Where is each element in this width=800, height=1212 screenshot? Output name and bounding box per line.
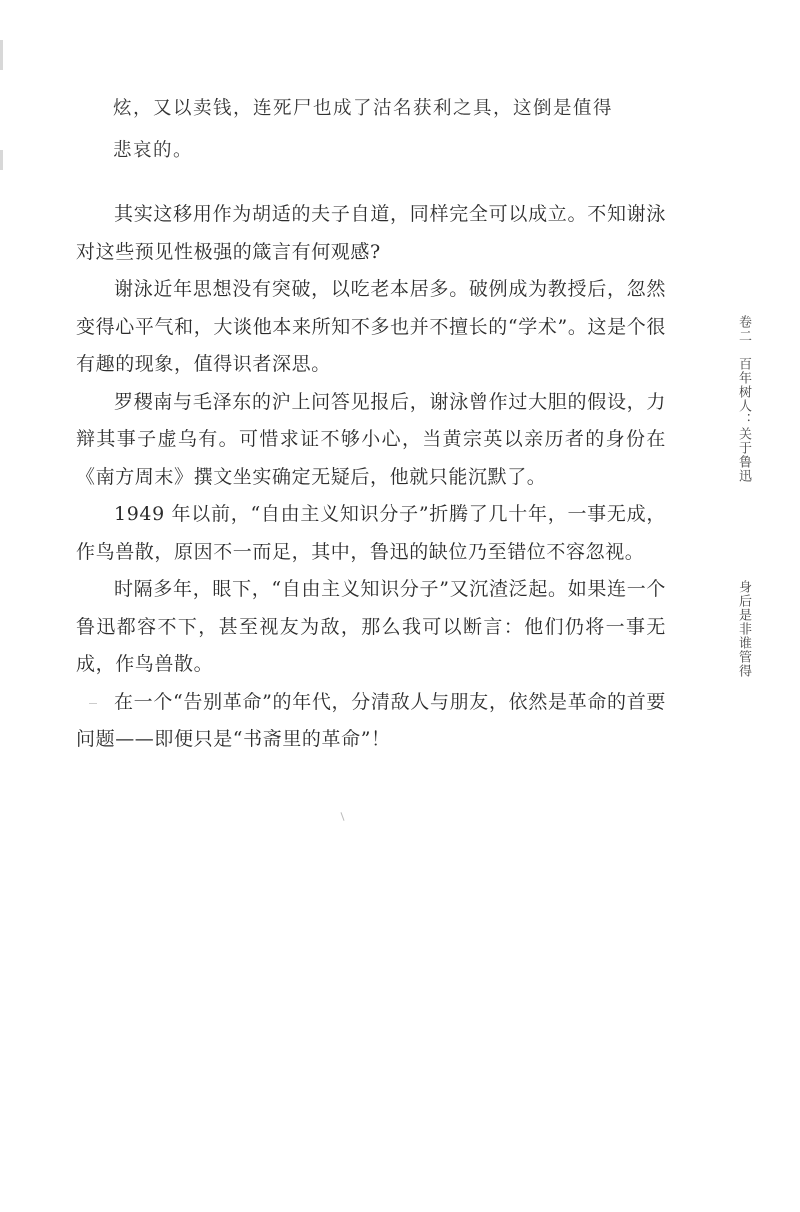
quote-line-1: 炫，又以卖钱，连死尸也成了沽名获利之具，这倒是值得 <box>113 98 614 119</box>
quoted-passage <box>113 88 673 172</box>
running-head-chapter: 身后是非谁管得 <box>736 580 751 678</box>
quote-line-2: 悲哀的。 <box>113 140 194 161</box>
page-edge-mark <box>0 40 3 70</box>
print-speck <box>340 812 344 821</box>
paragraph: 1949 年以前，“自由主义知识分子”折腾了几十年，一事无成，作鸟兽散，原因不一而足，其中，鲁迅的缺位乃至错位不容忽视。 <box>76 503 666 563</box>
paragraph: 时隔多年，眼下，“自由主义知识分子”又沉渣泛起。如果连一个鲁迅都容不下，甚至视友为敌，那么我可以断言：他们仍将一事无成，作鸟兽散。 <box>76 578 666 675</box>
paragraph: 在一个“告别革命”的年代，分清敌人与朋友，依然是革命的首要问题——即便只是“书斋里的革命”！ <box>76 690 666 750</box>
body-text <box>76 196 666 759</box>
paragraph: 罗稷南与毛泽东的沪上问答见报后，谢泳曾作过大胆的假设，力辩其事子虚乌有。可惜求证不够小心，当黄宗英以亲历者的身份在《南方周末》撰文坐实确定无疑后，他就只能沉默了。 <box>76 390 666 488</box>
paragraph: 谢泳近年思想没有突破，以吃老本居多。破例成为教授后，忽然变得心平气和，大谈他本来所知不多也并不擅长的“学术”。这是个很有趣的现象，值得识者深思。 <box>76 278 666 375</box>
print-speck <box>89 703 97 704</box>
page-edge-mark <box>0 150 3 170</box>
running-head-volume: 卷二 百年树人：关于鲁迅 <box>736 315 751 483</box>
paragraph: 其实这移用作为胡适的夫子自道，同样完全可以成立。不知谢泳对这些预见性极强的箴言有何观感? <box>76 203 666 263</box>
